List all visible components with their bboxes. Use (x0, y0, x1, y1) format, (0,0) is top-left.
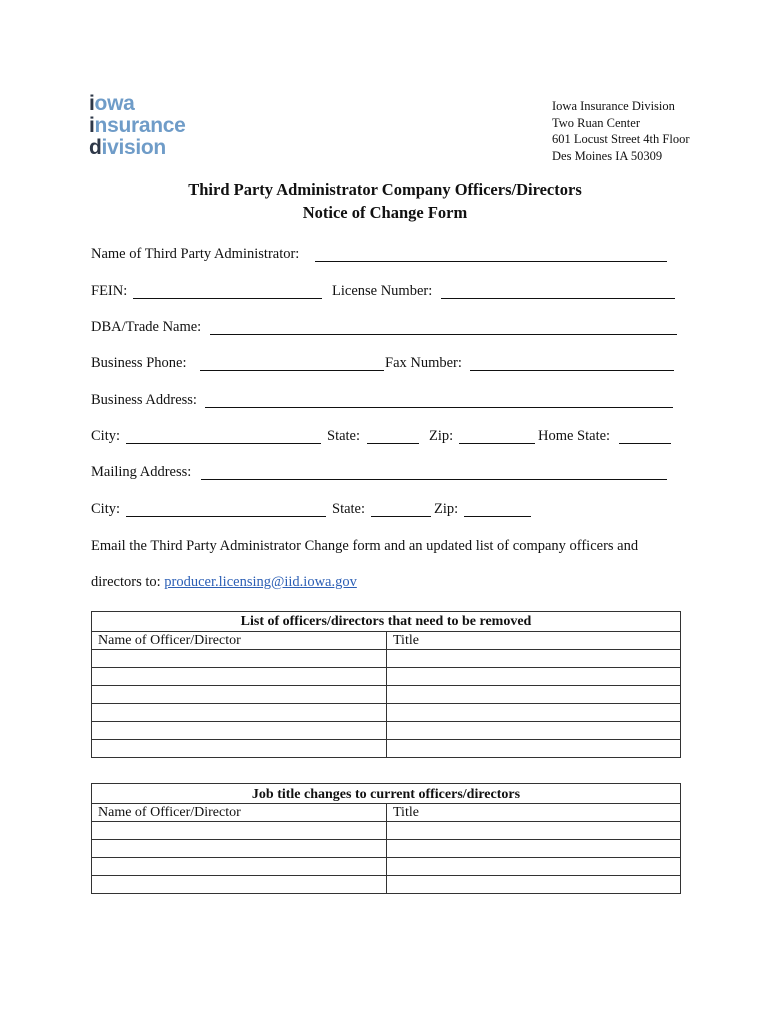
business-phone-field[interactable] (200, 370, 384, 371)
address-line: 601 Locust Street 4th Floor (552, 132, 690, 146)
zip-label: Zip: (429, 428, 454, 444)
table-row (92, 686, 681, 704)
form-subtitle: Notice of Change Form (302, 203, 468, 222)
title-changes-table (91, 783, 681, 894)
removed-officers-table (91, 611, 681, 758)
home-state-label: Home State: (538, 428, 611, 444)
fax-number-label: Fax Number: (385, 355, 462, 371)
division-address (552, 98, 690, 164)
license-number-field[interactable] (441, 298, 675, 299)
name-cell[interactable] (92, 686, 387, 704)
table-row (92, 876, 681, 894)
city-label: City: (91, 428, 121, 444)
mailing-state-label: State: (332, 501, 366, 517)
name-cell[interactable] (92, 668, 387, 686)
fein-label: FEIN: (91, 283, 128, 299)
business-phone-label: Business Phone: (91, 355, 187, 371)
name-cell[interactable] (92, 876, 387, 894)
changes-table-heading: Job title changes to current officers/directors (92, 784, 681, 804)
removed-table-heading: List of officers/directors that need to be removed (92, 612, 681, 632)
title-cell[interactable] (387, 704, 681, 722)
table-row (92, 840, 681, 858)
name-cell[interactable] (92, 822, 387, 840)
name-cell[interactable] (92, 858, 387, 876)
table-row (92, 740, 681, 758)
title-cell[interactable] (387, 722, 681, 740)
table-row (92, 704, 681, 722)
instructions-prefix: directors to: (91, 574, 161, 590)
tpa-name-field[interactable] (315, 261, 667, 262)
name-cell[interactable] (92, 740, 387, 758)
zip-field[interactable] (459, 443, 535, 444)
state-label: State: (327, 428, 361, 444)
title-cell[interactable] (387, 686, 681, 704)
address-line: Des Moines IA 50309 (552, 148, 663, 163)
name-cell[interactable] (92, 840, 387, 858)
dba-field[interactable] (210, 334, 677, 335)
name-cell[interactable] (92, 722, 387, 740)
title-cell[interactable] (387, 740, 681, 758)
mailing-state-field[interactable] (371, 516, 431, 517)
mailing-address-label: Mailing Address: (91, 464, 192, 480)
title-cell[interactable] (387, 668, 681, 686)
business-address-field[interactable] (205, 407, 673, 408)
changes-name-header: Name of Officer/Director (92, 804, 387, 822)
title-cell[interactable] (387, 650, 681, 668)
state-field[interactable] (367, 443, 419, 444)
email-link[interactable]: producer.licensing@iid.iowa.gov (164, 574, 357, 590)
table-row (92, 722, 681, 740)
address-line: Iowa Insurance Division (552, 99, 675, 113)
title-cell[interactable] (387, 840, 681, 858)
title-cell[interactable] (387, 858, 681, 876)
removed-name-header: Name of Officer/Director (92, 632, 387, 650)
table-row (92, 650, 681, 668)
instructions-line1: Email the Third Party Administrator Change form and an updated list of company officers and (91, 538, 639, 554)
title-cell[interactable] (387, 876, 681, 894)
dba-label: DBA/Trade Name: (91, 319, 202, 335)
form-title: Third Party Administrator Company Officers/Directors (188, 180, 582, 199)
address-line: Two Ruan Center (552, 115, 640, 130)
business-address-label: Business Address: (91, 392, 197, 408)
table-row (92, 822, 681, 840)
name-cell[interactable] (92, 704, 387, 722)
city-field[interactable] (126, 443, 321, 444)
fein-field[interactable] (133, 298, 322, 299)
mailing-address-field[interactable] (201, 479, 667, 480)
name-cell[interactable] (92, 650, 387, 668)
changes-title-header: Title (387, 804, 681, 822)
table-row (92, 858, 681, 876)
license-number-label: License Number: (332, 283, 433, 299)
mailing-zip-field[interactable] (464, 516, 531, 517)
home-state-field[interactable] (619, 443, 671, 444)
iowa-insurance-division-logo: iowa insurance division (89, 92, 186, 159)
title-cell[interactable] (387, 822, 681, 840)
mailing-city-field[interactable] (126, 516, 326, 517)
table-row (92, 668, 681, 686)
fax-number-field[interactable] (470, 370, 674, 371)
instructions-line2 (91, 574, 357, 591)
mailing-zip-label: Zip: (434, 501, 459, 517)
tpa-name-label: Name of Third Party Administrator: (91, 246, 300, 262)
removed-title-header: Title (387, 632, 681, 650)
mailing-city-label: City: (91, 501, 121, 517)
